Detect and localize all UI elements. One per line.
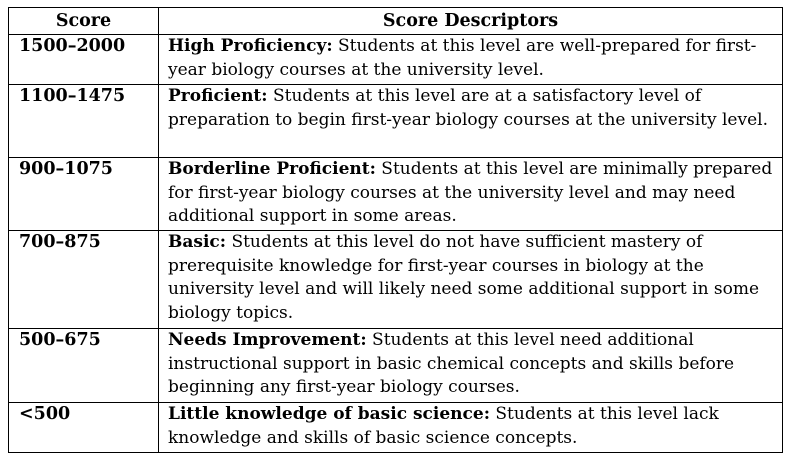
level-name: Borderline Proficient: bbox=[168, 159, 376, 179]
score-range: 700–875 bbox=[9, 231, 159, 329]
level-description: Students at this level are minimally prepared for first-year biology courses at the university level and may need additional support in some areas. bbox=[168, 159, 773, 226]
table-row bbox=[9, 403, 783, 453]
level-description: Students at this level lack knowledge and skills of basic science concepts. bbox=[168, 404, 719, 448]
header-score-descriptors: Score Descriptors bbox=[159, 8, 783, 35]
score-descriptor bbox=[159, 158, 783, 231]
score-descriptor bbox=[159, 329, 783, 403]
level-description: Students at this level do not have sufficient mastery of prerequisite knowledge for first-year courses in biology at the university level and will likely need some additional support in some biology topics. bbox=[168, 232, 760, 323]
table-row bbox=[9, 158, 783, 231]
table-row bbox=[9, 329, 783, 403]
score-descriptor bbox=[159, 403, 783, 453]
level-name: Basic: bbox=[168, 232, 227, 252]
table-row bbox=[9, 231, 783, 329]
level-description: Students at this level need additional instructional support in basic chemical concepts and skills before beginning any first-year biology courses. bbox=[168, 330, 735, 397]
table-row bbox=[9, 35, 783, 85]
score-range: 1500–2000 bbox=[9, 35, 159, 85]
level-name: High Proficiency: bbox=[168, 36, 333, 56]
score-range: 900–1075 bbox=[9, 158, 159, 231]
score-range: 500–675 bbox=[9, 329, 159, 403]
level-name: Little knowledge of basic science: bbox=[168, 404, 490, 424]
level-description: Students at this level are at a satisfactory level of preparation to begin first-year biology courses at the university level. bbox=[168, 86, 768, 130]
level-name: Proficient: bbox=[168, 86, 268, 106]
level-name: Needs Improvement: bbox=[168, 330, 367, 350]
table-row bbox=[9, 85, 783, 158]
score-descriptor bbox=[159, 85, 783, 158]
score-descriptor-table bbox=[8, 7, 783, 453]
score-range: <500 bbox=[9, 403, 159, 453]
score-descriptor bbox=[159, 231, 783, 329]
header-row bbox=[9, 8, 783, 35]
score-descriptor bbox=[159, 35, 783, 85]
level-description: Students at this level are well-prepared for first-year biology courses at the university level. bbox=[168, 36, 757, 80]
header-score: Score bbox=[9, 8, 159, 35]
score-range: 1100–1475 bbox=[9, 85, 159, 158]
